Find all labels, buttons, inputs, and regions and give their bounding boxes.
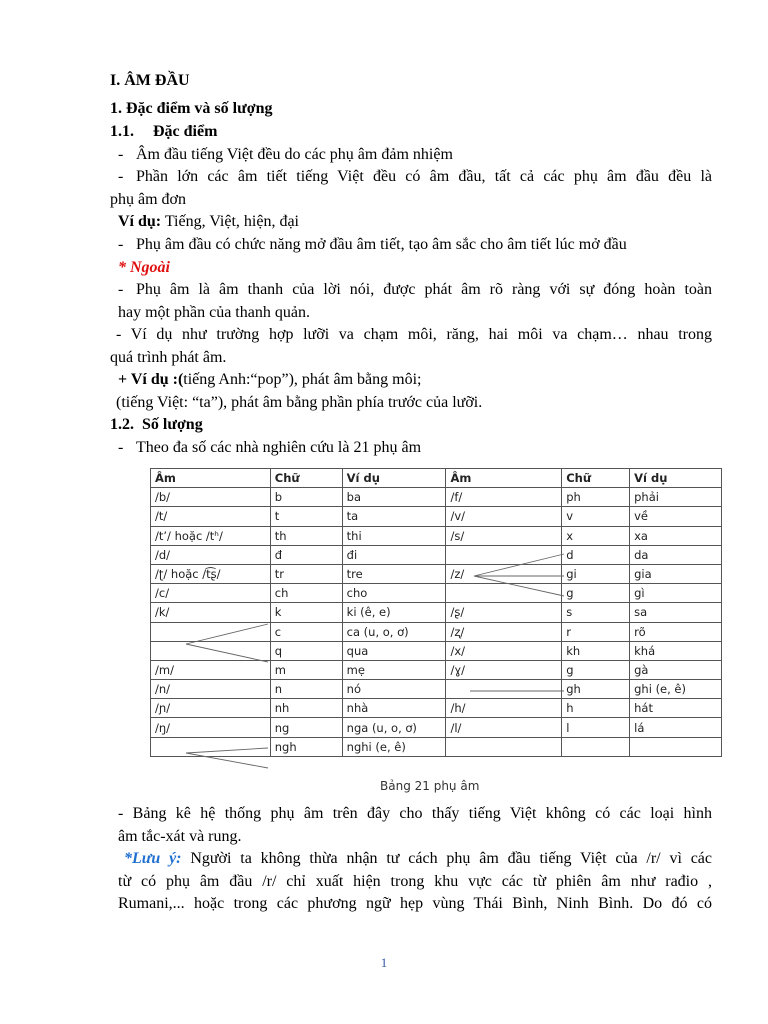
- table-cell: [151, 737, 271, 756]
- table-cell: g: [562, 584, 630, 603]
- table-cell: /t’/ hoặc /tʰ/: [151, 526, 271, 545]
- table-cell: /d/: [151, 545, 271, 564]
- table-cell: /b/: [151, 488, 271, 507]
- header-vidu-2: Ví dụ: [630, 469, 722, 488]
- bullet-5-line-2: quá trình phát âm.: [110, 349, 227, 366]
- header-chu-1: Chữ: [270, 469, 342, 488]
- table-cell: g: [562, 660, 630, 679]
- table-row: [151, 526, 722, 545]
- table-cell: r: [562, 622, 630, 641]
- table-cell: da: [630, 545, 722, 564]
- table-cell: tre: [342, 564, 446, 583]
- table-cell: [446, 737, 562, 756]
- table-cell: gà: [630, 660, 722, 679]
- note-line-2: từ có phụ âm đầu /r/ chỉ xuất hiện trong khu vực các từ phiên âm như rađio ,: [118, 873, 712, 890]
- table-caption: Bảng 21 phụ âm: [380, 779, 480, 793]
- table-row: [151, 488, 722, 507]
- table-cell: /ʈ/ hoặc /t͡ʂ/: [151, 564, 271, 583]
- table-cell: [151, 641, 271, 660]
- table-cell: phải: [630, 488, 722, 507]
- table-row: [151, 564, 722, 583]
- note-line-3: Rumani,... hoặc trong các phương ngữ hẹp vùng Thái Bình, Ninh Bình. Do đó có: [118, 895, 712, 912]
- table-cell: /ŋ/: [151, 718, 271, 737]
- table-cell: x: [562, 526, 630, 545]
- table-cell: gì: [630, 584, 722, 603]
- table-cell: qua: [342, 641, 446, 660]
- consonant-table-figure: [150, 468, 722, 780]
- table-cell: [446, 584, 562, 603]
- bullet-2-line-1: - Phần lớn các âm tiết tiếng Việt đều có âm đầu, tất cả các phụ âm đầu đều là: [118, 168, 712, 185]
- table-cell: ba: [342, 488, 446, 507]
- paragraph-1-line-1: - Bảng kê hệ thống phụ âm trên đây cho thấy tiếng Việt không có các loại hình: [118, 805, 712, 822]
- table-cell: đ: [270, 545, 342, 564]
- table-cell: ph: [562, 488, 630, 507]
- table-cell: d: [562, 545, 630, 564]
- table-cell: gia: [630, 564, 722, 583]
- consonant-table: [150, 468, 722, 757]
- table-row: [151, 718, 722, 737]
- table-row: [151, 737, 722, 756]
- bullet-6: - Theo đa số các nhà nghiên cứu là 21 phụ âm: [118, 439, 422, 456]
- table-cell: [630, 737, 722, 756]
- table-cell: nghi (e, ê): [342, 737, 446, 756]
- table-row: [151, 641, 722, 660]
- table-cell: h: [562, 699, 630, 718]
- table-cell: khá: [630, 641, 722, 660]
- table-cell: gi: [562, 564, 630, 583]
- note-line-1: *Lưu ý: Người ta không thừa nhận tư cách phụ âm đầu tiếng Việt của /r/ vì các: [124, 850, 713, 867]
- table-cell: ngh: [270, 737, 342, 756]
- table-row: [151, 622, 722, 641]
- table-cell: /ɲ/: [151, 699, 271, 718]
- example-1: Ví dụ: Tiếng, Việt, hiện, đại: [118, 213, 299, 230]
- table-cell: q: [270, 641, 342, 660]
- table-cell: /m/: [151, 660, 271, 679]
- section-1-title: 1. Đặc điểm và số lượng: [110, 100, 273, 117]
- table-cell: /k/: [151, 603, 271, 622]
- table-row: [151, 660, 722, 679]
- table-cell: v: [562, 507, 630, 526]
- header-chu-2: Chữ: [562, 469, 630, 488]
- bullet-3: - Phụ âm đầu có chức năng mở đầu âm tiết, tạo âm sắc cho âm tiết lúc mở đầu: [118, 236, 627, 253]
- table-cell: sa: [630, 603, 722, 622]
- table-cell: [562, 737, 630, 756]
- table-cell: rõ: [630, 622, 722, 641]
- table-cell: /n/: [151, 680, 271, 699]
- table-cell: ghi (e, ê): [630, 680, 722, 699]
- table-cell: /s/: [446, 526, 562, 545]
- example-2: + Ví dụ :(tiếng Anh:“pop”), phát âm bằng môi;: [118, 371, 422, 388]
- table-cell: k: [270, 603, 342, 622]
- main-heading: I. ÂM ĐẦU: [110, 72, 190, 89]
- table-cell: /ʐ/: [446, 622, 562, 641]
- page-number: 1: [380, 955, 388, 970]
- table-cell: tr: [270, 564, 342, 583]
- table-cell: /ʂ/: [446, 603, 562, 622]
- table-cell: t: [270, 507, 342, 526]
- table-row: [151, 680, 722, 699]
- table-cell: [446, 680, 562, 699]
- table-row: [151, 545, 722, 564]
- table-cell: th: [270, 526, 342, 545]
- header-am-1: Âm: [151, 469, 271, 488]
- table-cell: ta: [342, 507, 446, 526]
- table-cell: /v/: [446, 507, 562, 526]
- table-cell: /c/: [151, 584, 271, 603]
- bullet-4-line-2: hay một phần của thanh quản.: [118, 304, 310, 321]
- table-cell: /ɣ/: [446, 660, 562, 679]
- table-cell: cho: [342, 584, 446, 603]
- table-row: [151, 584, 722, 603]
- table-cell: về: [630, 507, 722, 526]
- bullet-4-line-1: - Phụ âm là âm thanh của lời nói, được phát âm rõ ràng với sự đóng hoàn toàn: [118, 281, 712, 298]
- table-row: [151, 603, 722, 622]
- table-cell: đi: [342, 545, 446, 564]
- table-row: [151, 699, 722, 718]
- header-am-2: Âm: [446, 469, 562, 488]
- table-cell: nh: [270, 699, 342, 718]
- ngoai-label: * Ngoài: [118, 259, 170, 276]
- bullet-2-line-2: phụ âm đơn: [110, 191, 187, 208]
- table-cell: thi: [342, 526, 446, 545]
- table-cell: b: [270, 488, 342, 507]
- table-cell: /t/: [151, 507, 271, 526]
- table-cell: l: [562, 718, 630, 737]
- table-cell: [151, 622, 271, 641]
- table-cell: s: [562, 603, 630, 622]
- table-header-row: [151, 469, 722, 488]
- table-cell: [446, 545, 562, 564]
- section-1-2-title: 1.2. Số lượng: [110, 416, 203, 433]
- table-cell: c: [270, 622, 342, 641]
- table-cell: m: [270, 660, 342, 679]
- table-cell: /h/: [446, 699, 562, 718]
- table-cell: ca (u, o, ơ): [342, 622, 446, 641]
- table-cell: mẹ: [342, 660, 446, 679]
- table-cell: n: [270, 680, 342, 699]
- table-cell: /x/: [446, 641, 562, 660]
- paragraph-1-line-2: âm tắc-xát và rung.: [118, 828, 242, 845]
- table-cell: /l/: [446, 718, 562, 737]
- table-row: [151, 507, 722, 526]
- table-cell: ch: [270, 584, 342, 603]
- table-cell: gh: [562, 680, 630, 699]
- table-cell: lá: [630, 718, 722, 737]
- table-cell: hát: [630, 699, 722, 718]
- table-cell: kh: [562, 641, 630, 660]
- example-2-line-2: (tiếng Việt: “ta”), phát âm bằng phần phía trước của lưỡi.: [116, 394, 483, 411]
- section-1-1-title: 1.1. Đặc điểm: [110, 123, 218, 140]
- header-vidu-1: Ví dụ: [342, 469, 446, 488]
- table-cell: nhà: [342, 699, 446, 718]
- table-cell: xa: [630, 526, 722, 545]
- table-cell: ng: [270, 718, 342, 737]
- bullet-1: - Âm đầu tiếng Việt đều do các phụ âm đảm nhiệm: [118, 146, 453, 163]
- table-cell: /f/: [446, 488, 562, 507]
- table-cell: nó: [342, 680, 446, 699]
- table-cell: /z/: [446, 564, 562, 583]
- table-cell: ki (ê, e): [342, 603, 446, 622]
- table-cell: nga (u, o, ơ): [342, 718, 446, 737]
- bullet-5-line-1: - Ví dụ như trường hợp lưỡi va chạm môi, răng, hai môi va chạm… nhau trong: [116, 326, 712, 343]
